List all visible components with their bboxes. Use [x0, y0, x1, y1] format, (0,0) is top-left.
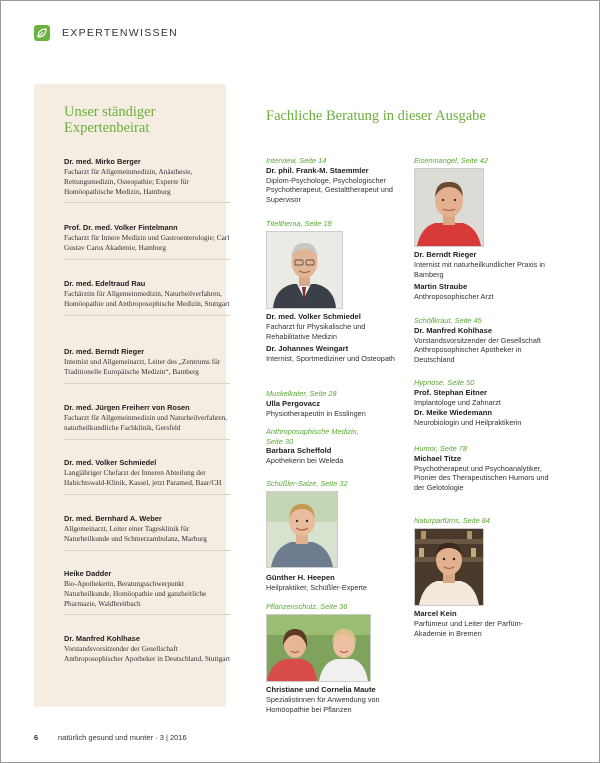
magazine-issue: natürlich gesund und munter · 3 | 2016	[58, 733, 187, 742]
person-name: Dr. phil. Frank-M. Staemmler	[266, 165, 369, 175]
photo-volker-schmiedel	[266, 231, 343, 309]
topic-label: Titelthema, Seite 18	[266, 219, 332, 228]
person-description: Apothekerin bei Weleda	[266, 456, 344, 465]
expert-description: Facharzt für Allgemeinmedizin, Anästhesie, Rettungsmedizin, Osteopathie; Experte für Homöopathische Medizin, Hamburg	[64, 167, 193, 196]
topic-label: Humor, Seite 78	[414, 444, 467, 453]
person-name: Dr. Meike Wiedemann	[414, 408, 493, 418]
expert-item	[64, 279, 230, 316]
person-name: Günther H. Heepen	[266, 573, 335, 582]
person-name: Dr. Berndt Rieger	[414, 250, 477, 259]
topic-label: Pflanzenschutz, Seite 36	[266, 602, 348, 611]
page-number: 6	[34, 733, 39, 742]
main-title: Fachliche Beratung in dieser Ausgabe	[266, 108, 486, 124]
expert-description: Langjähriger Chefarzt der Inneren Abteilung der Habichtswald-Klinik, Kassel, jetzt Paramed, Baar/CH	[64, 468, 222, 487]
expert-item	[64, 347, 230, 384]
expert-item	[64, 569, 230, 615]
expert-name: Prof. Dr. med. Volker Fintelmann	[64, 223, 178, 232]
consultation-entry	[414, 316, 554, 364]
person-name: Martin Straube	[414, 282, 468, 292]
consultation-entry	[266, 219, 404, 229]
person-description: Parfümeur und Leiter der Parfüm-Akademie in Bremen	[414, 619, 524, 638]
topic-label: Eisenmangel, Seite 42	[414, 156, 488, 165]
person-description: Anthroposophischer Arzt	[414, 292, 494, 302]
person-description: Neurobiologin und Heilpraktikerin	[414, 418, 522, 428]
person-description: Vorstandsvorsitzender der Gesellschaft Anthroposophischer Apotheker in Deutschland	[414, 335, 541, 364]
person-description: Facharzt für Physikalische und Rehabilitative Medizin	[266, 322, 366, 341]
section-title: EXPERTENWISSEN	[62, 27, 179, 39]
person-name: Barbara Scheffold	[266, 446, 332, 455]
expert-name: Dr. med. Bernhard A. Weber	[64, 514, 162, 523]
photo-maute-sisters	[266, 614, 371, 682]
consultation-entry	[266, 312, 404, 364]
consultation-entry	[414, 444, 554, 492]
consultation-entry	[266, 573, 404, 593]
topic-label: Hypnose, Seite 50	[414, 378, 475, 387]
person-description: Heilpraktiker, Schüßler-Experte	[266, 583, 367, 592]
expert-description: Vorstandsvorsitzender der Gesellschaft Anthroposophischer Apotheker in Deutschland, Stuttgart	[64, 644, 230, 663]
person-description: Internist, Sportmediziner und Osteopath	[266, 354, 395, 364]
person-description: Physiotherapeutin in Esslingen	[266, 408, 366, 418]
photo-guenther-heepen	[266, 491, 338, 568]
expert-name: Dr. med. Volker Schmiedel	[64, 458, 157, 467]
person-name: Prof. Stephan Eitner	[414, 387, 487, 397]
expert-name: Dr. med. Jürgen Freiherr von Rosen	[64, 403, 190, 412]
person-name: Michael Titze	[414, 453, 462, 463]
consultation-entry	[414, 250, 554, 302]
sidebar-title: Unser ständiger Expertenbeirat	[64, 104, 156, 136]
expert-name: Dr. med. Mirko Berger	[64, 157, 141, 166]
expert-item	[64, 157, 230, 203]
expert-description: Internist und Allgemeinarzt, Leiter des „Zentrums für Traditionelle Europäische Medizin“, Bamberg	[64, 357, 221, 376]
topic-label: Naturparfüms, Seite 84	[414, 516, 490, 525]
leaf-icon	[34, 25, 50, 41]
consultation-entry	[414, 156, 554, 166]
topic-label: Schüßler-Salze, Seite 32	[266, 479, 348, 488]
photo-berndt-rieger	[414, 168, 484, 247]
person-description: Spezialistinnen für Anwendung von Homöopathie bei Pflanzen	[266, 695, 380, 714]
expert-name: Heike Dadder	[64, 569, 112, 578]
photo-marcel-kein	[414, 528, 484, 606]
expert-description: Allgemeinarzt, Leiter einer Tagesklinik für Naturheilkunde und Schmerzambulanz, Marburg	[64, 524, 207, 543]
expert-description: Facharzt für Allgemeinmedizin und Naturheilverfahren, naturheilkundliche Fachklinik, Gersfeld	[64, 413, 228, 432]
consultation-entry	[266, 479, 404, 489]
person-name: Ulla Pergovacz	[266, 398, 321, 408]
topic-label: Muskelkater, Seite 28	[266, 389, 337, 398]
expert-item	[64, 223, 230, 260]
consultation-entry	[414, 516, 554, 526]
person-name: Dr. Manfred Kohlhase	[414, 325, 493, 335]
person-name: Marcel Kein	[414, 609, 457, 618]
expert-description: Fachärztin für Allgemeinmedizin, Naturheilverfahren, Homöopathie und Anthroposophische Medizin, Stuttgart	[64, 289, 230, 308]
consultation-entry	[266, 427, 366, 466]
consultation-entry	[266, 156, 404, 204]
person-description: Implantologe und Zahnarzt	[414, 397, 501, 407]
expert-description: Bio-Apothekerin, Beratungsschwerpunkt Naturheilkunde, Homöopathie und ganzheitliche Pharmazie, Waldbreitbach	[64, 579, 207, 608]
topic-label: Interview, Seite 14	[266, 156, 327, 165]
consultation-entry	[266, 685, 406, 714]
person-description: Internist mit naturheilkundlicher Praxis in Bamberg	[414, 260, 545, 279]
topic-label: Anthroposophische Medizin, Seite 30	[266, 427, 359, 446]
section-header	[34, 25, 178, 41]
topic-label: Schöllkraut, Seite 45	[414, 316, 482, 325]
expert-item	[64, 403, 230, 440]
expert-item	[64, 458, 230, 495]
expert-name: Dr. Manfred Kohlhase	[64, 634, 140, 643]
expert-item	[64, 514, 230, 551]
expert-item	[64, 634, 230, 670]
consultation-entry	[266, 602, 404, 612]
expert-name: Dr. med. Edeltraud Rau	[64, 279, 146, 288]
consultation-entry	[266, 389, 404, 418]
person-description: Psychotherapeut und Psychoanalytiker, Pionier des Therapeutischen Humors und der Gelotologie	[414, 463, 549, 492]
expert-board-sidebar	[34, 84, 230, 707]
expert-name: Dr. med. Berndt Rieger	[64, 347, 145, 356]
person-description: Diplom-Psychologe, Psychologischer Psychotherapeut, Gestalttherapeut und Supervisor	[266, 175, 393, 204]
consultation-entry	[414, 378, 554, 428]
expert-description: Facharzt für Innere Medizin und Gastroenterologie; Carl Gustav Carus Akademie, Hamburg	[64, 233, 230, 252]
person-name: Christiane und Cornelia Maute	[266, 685, 376, 694]
consultation-entry	[414, 609, 554, 638]
person-name: Dr. med. Volker Schmiedel	[266, 312, 361, 321]
person-name: Dr. Johannes Weingart	[266, 344, 349, 354]
